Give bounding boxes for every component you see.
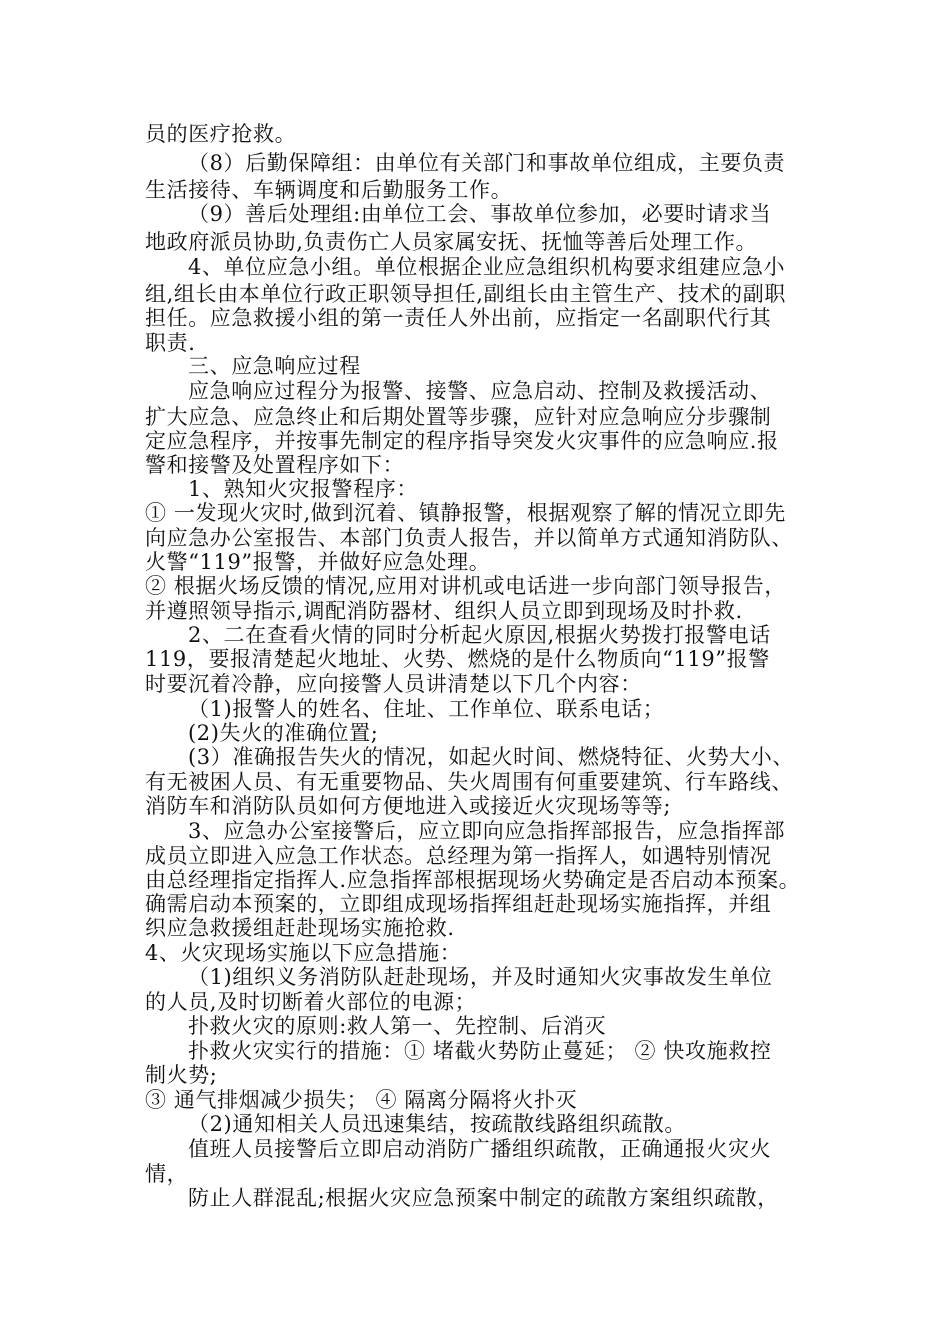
text-line: （9）善后处理组:由单位工会、事故单位参加，必要时请求当 <box>188 202 772 226</box>
text-line: 定应急程序，并按事先制定的程序指导突发火灾事件的应急响应.报 <box>145 429 779 453</box>
text-line: 情， <box>145 1162 189 1186</box>
text-line: 2、二在查看火情的同时分析起火原因,根据火势拨打报警电话 <box>188 623 771 647</box>
text-line: (3）准确报告失火的情况，如起火时间、燃烧特征、火势大小、 <box>188 745 794 769</box>
text-line: 织应急救援组赶赴现场实施抢救. <box>145 916 455 940</box>
text-line: （1)报警人的姓名、住址、工作单位、联系电话； <box>188 697 665 721</box>
text-line: 担任。应急救援小组的第一责任人外出前，应指定一名副职代行其 <box>145 306 772 330</box>
text-line: 并遵照领导指示,调配消防器材、组织人员立即到现场及时扑救. <box>145 599 743 623</box>
text-line: (2)失火的准确位置; <box>188 721 379 745</box>
text-line: 4、火灾现场实施以下应急措施： <box>145 941 462 965</box>
text-line: 时要沉着冷静，应向接警人员讲清楚以下几个内容： <box>145 672 642 696</box>
text-line: 1、熟知火灾报警程序： <box>188 477 418 501</box>
text-line: ② 根据火场反馈的情况,应用对讲机或电话进一步向部门领导报告， <box>145 574 786 598</box>
text-line: 向应急办公室报告、本部门负责人报告，并以简单方式通知消防队、 <box>145 526 793 550</box>
text-line: （2)通知相关人员迅速集结，按疏散线路组织疏散。 <box>188 1112 686 1136</box>
text-line: 的人员,及时切断着火部位的电源； <box>145 990 477 1014</box>
text-line: 值班人员接警后立即启动消防广播组织疏散，正确通报火灾火 <box>188 1137 772 1161</box>
text-line: 成员立即进入应急工作状态。总经理为第一指挥人，如遇特别情况 <box>145 844 772 868</box>
text-line: 组,组长由本单位行政正职领导担任,副组长由主管生产、技术的副职 <box>145 282 786 306</box>
text-line: 制火势; <box>145 1063 218 1087</box>
text-line: 扑救火灾的原则:救人第一、先控制、后消灭 <box>188 1014 607 1038</box>
section-heading: 三、应急响应过程 <box>188 354 361 378</box>
text-line: （8）后勤保障组：由单位有关部门和事故单位组成，主要负责 <box>188 151 786 175</box>
text-line: 员的医疗抢救。 <box>145 122 297 146</box>
text-line: 职责. <box>145 331 196 355</box>
text-line: 生活接待、车辆调度和后勤服务工作。 <box>145 178 513 202</box>
text-line: 由总经理指定指挥人.应急指挥部根据现场火势确定是否启动本预案。 <box>145 868 801 892</box>
text-line: 火警“119”报警，并做好应急处理。 <box>145 550 491 574</box>
text-line: 警和接警及处置程序如下： <box>145 453 405 477</box>
text-line: 有无被困人员、有无重要物品、失火周围有何重要建筑、行车路线、 <box>145 770 793 794</box>
text-line: ③ 通气排烟减少损失； ④ 隔离分隔将火扑灭 <box>145 1088 578 1112</box>
text-line: 消防车和消防队员如何方便地进入或接近火灾现场等等; <box>145 794 672 818</box>
text-line: 扑救火灾实行的措施：① 堵截火势防止蔓延； ② 快攻施救控 <box>188 1039 772 1063</box>
text-line: ① 一发现火灾时,做到沉着、镇静报警，根据观察了解的情况立即先 <box>145 501 786 525</box>
text-line: 防止人群混乱;根据火灾应急预案中制定的疏散方案组织疏散， <box>188 1186 779 1210</box>
text-line: 地政府派员协助,负责伤亡人员家属安抚、抚恤等善后处理工作。 <box>145 230 758 254</box>
text-line: 4、单位应急小组。单位根据企业应急组织机构要求组建应急小 <box>188 255 786 279</box>
text-line: （1)组织义务消防队赶赴现场，并及时通知火灾事故发生单位 <box>188 965 773 989</box>
text-line: 确需启动本预案的，立即组成现场指挥组赶赴现场实施指挥，并组 <box>145 892 772 916</box>
text-line: 119，要报清楚起火地址、火势、燃烧的是什么物质向“119”报警 <box>145 647 770 671</box>
text-line: 扩大应急、应急终止和后期处置等步骤，应针对应急响应分步骤制 <box>145 405 772 429</box>
text-line: 应急响应过程分为报警、接警、应急启动、控制及救援活动、 <box>188 379 772 403</box>
text-line: 3、应急办公室接警后，应立即向应急指挥部报告，应急指挥部 <box>188 819 786 843</box>
